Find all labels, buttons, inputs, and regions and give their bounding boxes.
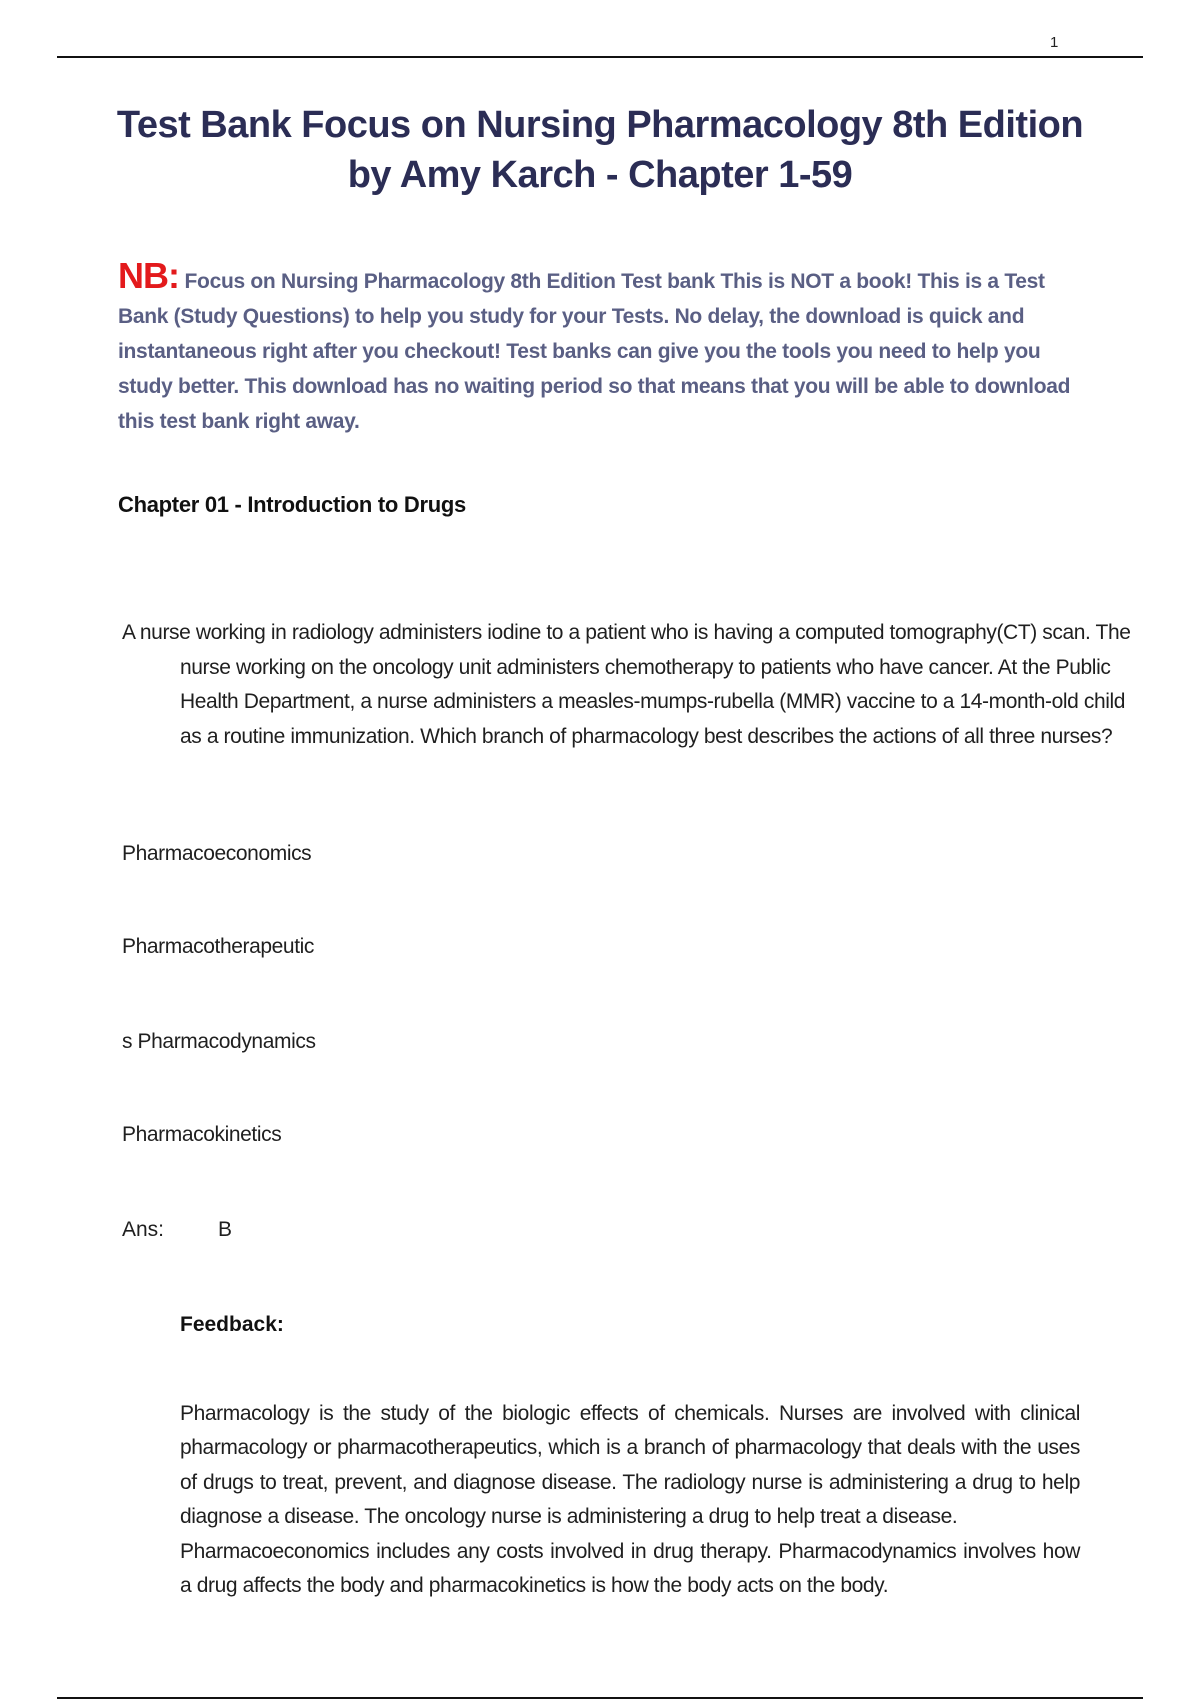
- option-b: Pharmacotherapeutic: [122, 935, 315, 958]
- answer-label: Ans:: [122, 1218, 165, 1241]
- header-rule: [57, 56, 1143, 58]
- nb-text: Focus on Nursing Pharmacology 8th Edition Test bank This is NOT a book! This is a Test Bank (Study Questions) to help you study for your Tests. No delay, the download is quick and instantaneous right after you checkout! Test banks can give you the tools you need to help you study better. This download has no waiting period so that means that you will be able to download this test bank right away.: [118, 270, 1071, 433]
- nb-label: NB:: [118, 255, 179, 296]
- option-a: Pharmacoeconomics: [122, 842, 312, 865]
- feedback-paragraph: Pharmacoeconomics includes any costs involved in drug therapy. Pharmacodynamics involves how a drug affects the body and pharmacokinetics is how the body acts on the body.: [180, 1539, 1080, 1598]
- feedback-paragraph: Pharmacology is the study of the biologic effects of chemicals. Nurses are involved with clinical pharmacology or pharmacotherapeutics, which is a branch of pharmacology that deals with the uses of drugs to treat, prevent, and diagnose disease. The radiology nurse is administering a drug to help diagnose a disease. The oncology nurse is administering a drug to help treat a disease.: [180, 1402, 1080, 1529]
- document-title: Test Bank Focus on Nursing Pharmacology 8th Edition by Amy Karch - Chapter 1-59: [116, 104, 1084, 196]
- page-number: 1: [1050, 34, 1059, 51]
- option-d: Pharmacokinetics: [122, 1123, 282, 1146]
- chapter-heading: Chapter 01 - Introduction to Drugs: [118, 492, 466, 517]
- feedback-body: [180, 1397, 1080, 1603]
- feedback-heading: Feedback:: [180, 1313, 284, 1336]
- footer-rule: [57, 1697, 1143, 1699]
- question-text: A nurse working in radiology administers iodine to a patient who is having a computed tomography(CT) scan. The nurse working on the oncology unit administers chemotherapy to patients who have cancer. At the Public Health Department, a nurse administers a measles-mumps-rubella (MMR) vaccine to a 14-month-old child as a routine immunization. Which branch of pharmacology best describes the actions of all three nurses?: [122, 621, 1131, 748]
- option-c: s Pharmacodynamics: [122, 1030, 316, 1053]
- answer-value: B: [218, 1218, 233, 1241]
- nb-notice: [118, 255, 1098, 439]
